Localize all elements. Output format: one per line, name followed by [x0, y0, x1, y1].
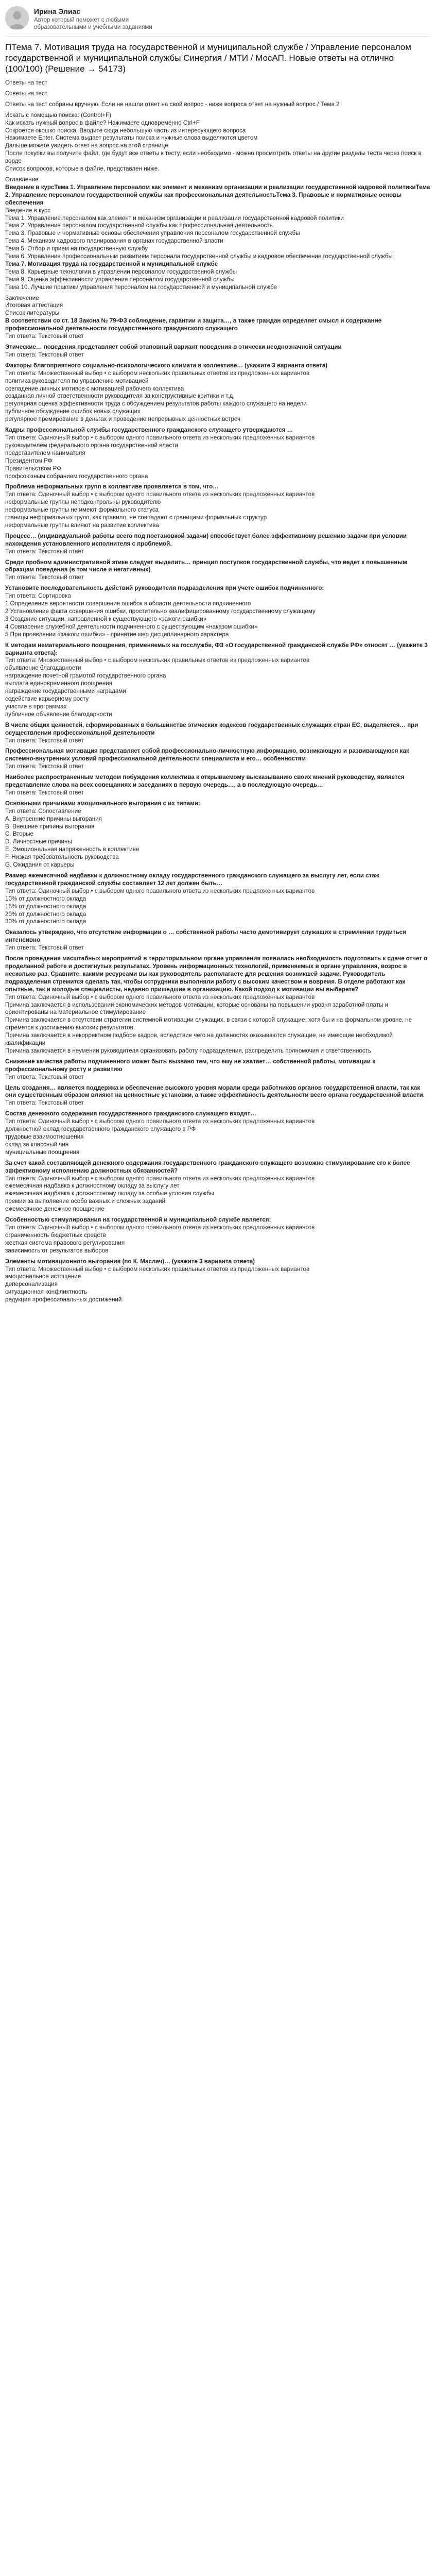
text-line: публичное обсуждение ошибок новых служащих [5, 408, 141, 415]
text-line: После покупки вы получите файл, где будут все ответы к тесту, если необходимо - можно просмотреть ответы на другие разделы теста через поиск в ворде [5, 150, 422, 165]
answer-type: Тип ответа: Текстовый ответ [5, 351, 84, 358]
text-line: Причина заключается в отсутствии стратегии системной мотивации служащих, в связи с которой служащие, хотя бы и на формальном уровне, не стремятся к достижению высоких результатов [5, 1016, 412, 1031]
text-line: Президентом РФ [5, 457, 53, 464]
question-text: Процесс… (индивидуальной работы всего под постановкой задачи) способствует более эффективному решению задачи при условии нахождения установленного исполнителя с проблемой. [5, 532, 407, 547]
question-text: Введение в курсТема 1. Управление персоналом как элемент и механизм организации и реализации государственной кадровой политикиТема 2. Управление персоналом государственной службы как профессиональная деятельностьТема 3. Правовые и нормативные основы обеспечения [5, 183, 430, 206]
author-name[interactable]: Ирина Элиас [34, 7, 81, 15]
answer-type: Тип ответа: Множественный выбор • с выбором нескольких правильных ответов из предложенных вариантов [5, 1265, 310, 1273]
text-line: мунициальные поощрения [5, 1148, 80, 1156]
text-line: Правительством РФ [5, 465, 62, 472]
avatar[interactable] [5, 6, 29, 30]
text-line: 15% от должностного оклада [5, 903, 86, 910]
question-text: Проблема неформальных групп в коллективе проявляется в том, что… [5, 483, 219, 490]
text-line: Тема 6. Управление профессиональным развитием персонала государственной службы и кадровое обеспечение государственной службы [5, 253, 393, 260]
text-line: совпадение личных мотивов с мотивацией рабочего коллектива [5, 385, 184, 392]
page-title: ПТема 7. Мотивация труда на государственной и муниципальной службе / Управление персоналом государственной и муниципальной службы Синергия / МТИ / МосАП. Новые ответы на отлично (100/100) (Решение → 54173) [5, 42, 411, 74]
text-line: А. Внутренние причины выгорания [5, 815, 102, 822]
answer-type: Тип ответа: Текстовый ответ [5, 944, 84, 952]
answer-type: Тип ответа: Текстовый ответ [5, 574, 84, 581]
text-line: Тема 10. Лучшие практики управления персоналом на государственной и муниципальной службе [5, 283, 277, 291]
question-text: После проведения масштабных мероприятий в территориальном органе управления появилась необходимость подготовить к сдаче отчет о проделанной работе и достигнутых результатах. Уровень информационных технологий, применяемых в органе управления, возрос в несколько раз. Сравните, какими ресурсами вы как руководитель располагаете для решения возникшей задачи. Руководитель подразделения стремится сделать так, чтобы сотрудники выполняли работу с высоким качеством и вовремя. В отделе работают как опытные, так и молодые специалисты, недавно пришедшие в организацию. Какой подход к мотивации вы выберете? [5, 955, 428, 993]
text-line: 20% от должностного оклада [5, 910, 86, 918]
question-text: В соответствии со ст. 18 Закона № 79-ФЗ соблюдение, гарантии и защита…, а также граждан определяет смысл и содержание профессиональной деятельности государственного гражданского служащего [5, 317, 382, 332]
text-line: Тема 4. Механизм кадрового планирования в органах государственной власти [5, 238, 223, 245]
text-line: Дальше можете увидеть ответ на вопрос на этой странице [5, 142, 168, 149]
question-text: Среди пробном административной этике следует выделить… принцип поступков государственной службы, что ведет к повышенным образцам поведения (в том числе и негативных) [5, 558, 407, 573]
text-line: профсоюзным собранием государственного органа [5, 472, 148, 480]
answer-type: Тип ответа: Текстовый ответ [5, 763, 84, 770]
text-line: 5 При проявлении «зажоги ошибки» - принятие мер дисциплинарного характера [5, 631, 229, 638]
answer-type: Тип ответа: Одиночный выбор • с выбором одного правильного ответа из нескольких предложенных вариантов [5, 993, 315, 1001]
text-line: деперсонализация [5, 1281, 58, 1288]
text-line: Причина заключается в неумении руководителя организовать работу подразделения, распределить полномочия и ответственность [5, 1047, 372, 1054]
text-line: 10% от должностного оклада [5, 895, 86, 902]
question-text: Состав денежного содержания государственного гражданского служащего входят… [5, 1110, 256, 1117]
text-line: ограниченность бюджетных средств [5, 1231, 106, 1239]
text-line: трудовые взаимоотношения [5, 1133, 84, 1140]
text-line: созданная личной ответственности руководителя за конструктивные критики и т.д. [5, 393, 235, 400]
answer-type: Тип ответа: Текстовый ответ [5, 333, 84, 340]
answer-type: Тип ответа: Сопоставление [5, 807, 81, 815]
text-line: представителем нанимателя [5, 449, 85, 456]
question-text: В числе общих ценностей, сформированных в большинстве этических кодексов государственных служащих стран ЕС, выделяется… при осуществлении профессиональной деятельности [5, 721, 418, 736]
author-description: Автор который поможет с любыми образовательными и учебными заданиями [34, 17, 152, 30]
text-line: Тема 5. Отбор и прием на государственную службу [5, 245, 148, 252]
question-text: Установите последовательность действий руководителя подразделения при учете ошибок подчиненного: [5, 585, 324, 592]
text-line: жесткая система правового регулирования [5, 1239, 125, 1246]
text-line: 3 Создание ситуации, направленной к существующего «зажоги ошибки» [5, 615, 207, 622]
text-line: неформальные группы не имеют формального статуса [5, 506, 159, 514]
answer-type: Тип ответа: Текстовый ответ [5, 1099, 84, 1107]
text-line: Ответы на тест собраны вручную. Если не нашли ответ на свой вопрос - ниже вопроса ответ на нужный вопрос / Тема 2 [5, 100, 340, 108]
text-line: награждение почетной грамотой государственного органа [5, 672, 166, 680]
question-text: Основными причинами эмоционального выгорания с их типами: [5, 800, 200, 807]
text-line: Заключение [5, 294, 39, 301]
question-text: Особенностью стимулирования на государственной и муниципальной службе является: [5, 1216, 271, 1224]
text-line: D. Личностные причины [5, 838, 72, 845]
text-line: объявление благодарности [5, 665, 81, 672]
question-text: Тема 7. Мотивация труда на государственной и муниципальной службе [5, 260, 218, 267]
answer-type: Тип ответа: Одиночный выбор • с выбором одного правильного ответа из нескольких предложенных вариантов [5, 434, 315, 441]
text-line: зависимость от результатов выборов [5, 1247, 109, 1254]
text-line: ежемесячное денежное поощрение [5, 1206, 104, 1213]
question-text: За счет какой составляющей денежного содержания государственного гражданского служащего возможно стимулирование его к более эффективному исполнению должностных обязанностей? [5, 1159, 410, 1174]
text-line: Оглавление [5, 176, 39, 183]
text-line: оклад за классный чин [5, 1141, 69, 1148]
text-line: G. Ожидания от карьеры [5, 861, 75, 869]
text-line: ситуационная конфликтность [5, 1289, 88, 1296]
text-line: Откроется окошко поиска, Вводите сюда небольшую часть из интересующего вопроса [5, 127, 246, 134]
text-line: 4 Совпасение служебной деятельности подчиненного с существующим «наказом ошибки» [5, 623, 258, 630]
text-line: политика руководителя по управлению мотивацией [5, 377, 149, 384]
text-line: должностной оклад государственного гражданского служащего в РФ [5, 1126, 196, 1133]
text-line: Список вопросов, которые в файле, представлен ниже. [5, 165, 160, 173]
answer-type: Тип ответа: Множественный выбор • с выбором нескольких правильных ответов из предложенных вариантов [5, 369, 310, 377]
text-line: E. Эмоциональная напряженность в коллективе [5, 846, 139, 853]
text-line: Итоговая аттестация [5, 302, 63, 309]
text-line: Тема 8. Карьерные технологии в управлении персоналом государственной службы [5, 268, 237, 275]
text-line: Ответы на тест [5, 90, 48, 97]
question-text: Цель создания… является поддержка и обеспечение высокого уровня морали среди работников органов государственной власти, так как они существенным образом влияют на ценностные установки, а также эффективность деятельности всего органа государственной власти. [5, 1084, 425, 1099]
text-line: содействие карьерному росту [5, 695, 89, 702]
text-line: неформальные группы неподконтрольны руководителю [5, 499, 161, 506]
text-line: 30% от должностного оклада [5, 918, 86, 925]
question-text: Наиболее распространенным методом побуждения коллектива к открываемому высказыванию своих мнений руководству, является представление слова на всех совещаниях и заседаниях в первую очередь…, а в последующую очередь… [5, 774, 405, 789]
answer-type: Тип ответа: Одиночный выбор • с выбором одного правильного ответа из нескольких предложенных вариантов [5, 1224, 315, 1231]
answer-type: Тип ответа: Множественный выбор • с выбором нескольких правильных ответов из предложенных вариантов [5, 657, 310, 664]
text-line: Список литературы [5, 310, 60, 317]
text-line: Причина заключается в некорректном подборе кадров, вследствие чего на должностях оказываются служащие, не имеющие необходимой квалификации [5, 1032, 393, 1047]
text-line: ежемесячная надбавка к должностному окладу за особые условия службы [5, 1190, 215, 1197]
answer-type: Тип ответа: Одиночный выбор • с выбором одного правильного ответа из нескольких предложенных вариантов [5, 1118, 315, 1125]
question-text: К методам нематериального поощрения, применяемых на госслужбе, ФЗ «О государственной гражданской службе РФ» относят … (укажите 3 варианта ответа): [5, 641, 428, 656]
text-line: выплата единовременного поощрения [5, 680, 112, 687]
text-line: Тема 9. Оценка эффективности управления персоналом государственной службы [5, 276, 235, 283]
author-header [5, 4, 431, 37]
question-text: Снижение качества работы подчиненного может быть вызвано тем, что ему не хватает… собственной работы, мотивации к профессиональному росту и развитию [5, 1058, 376, 1073]
text-line: границы неформальных групп, как правило, не совпадают с границами формальных структур [5, 514, 267, 521]
text-line: руководителем федерального органа государственной власти [5, 442, 178, 449]
text-line: Причина заключается в использовании экономических методов мотивации, которые основаны на повышении уровня заработной платы и ориентированы на материальное стимулирование [5, 1001, 389, 1016]
answer-type: Тип ответа: Текстовый ответ [5, 737, 84, 744]
answer-type: Тип ответа: Одиночный выбор • с выбором одного правильного ответа из нескольких предложенных вариантов [5, 491, 315, 498]
answer-type: Тип ответа: Текстовый ответ [5, 548, 84, 555]
text-line: Тема 1. Управление персоналом как элемент и механизм организации и реализации государственной кадровой политики [5, 214, 344, 222]
text-line: Введение в курс [5, 207, 51, 214]
text-line: 1 Определение вероятности совершения ошибок в области деятельности подчиненного [5, 600, 251, 607]
text-line: эмоциональное истощение [5, 1273, 81, 1280]
text-line: ежемесячная надбавка к должностному окладу за выслугу лет [5, 1182, 180, 1190]
question-text: Профессиональная мотивация представляет собой профессионально-личностную информацию, возникающую и развивающуюся как системно-внутренних условий профессиональной деятельности специалиста и его… особенностям [5, 748, 409, 762]
text-line: Тема 3. Правовые и нормативные основы обеспечения управления персоналом государственной службы [5, 230, 300, 237]
answer-type: Тип ответа: Текстовый ответ [5, 1073, 84, 1080]
text-line: награждение государственными наградами [5, 688, 126, 695]
text-line: Искать с помощью поиска: (Control+F) [5, 111, 112, 118]
user-icon [5, 6, 29, 30]
text-line: редукция профессиональных достижений [5, 1296, 122, 1303]
text-line: Тема 2. Управление персоналом государственной службы как профессиональная деятельность [5, 222, 273, 229]
answer-type: Тип ответа: Сортировка [5, 592, 71, 600]
answer-type: Тип ответа: Текстовый ответ [5, 789, 84, 796]
text-line: 2 Установление факта совершения ошибки, простительно квалифицированному государственному служащему [5, 608, 316, 615]
question-text: Оказалось утверждено, что отсутствие информации о … собственной работы часто демотивирует служащих в стремлении трудиться интенсивно [5, 929, 406, 944]
text-line: премии за выполнение особо важных и сложных заданий [5, 1198, 166, 1205]
question-text: Этические… поведения представляет собой этаповный вариант поведения в этически неоднозначной ситуации [5, 344, 342, 350]
text-line: регулярная оценка эффективности труда с обсуждением результатов работы каждого служащего на недели [5, 400, 307, 408]
text-line: B. Внешние причины выгорания [5, 823, 95, 830]
answer-type: Тип ответа: Одиночный выбор • с выбором одного правильного ответа из нескольких предложенных вариантов [5, 887, 315, 894]
text-line: регулярное премирование в деньгах и проведение непрерывных ценностных встреч [5, 416, 241, 423]
text-line: неформальные группы влияют на развитие коллектива [5, 521, 159, 529]
text-line: Нажимаете Enter. Система выдает результаты поиска и нужные слова выделяются цветом [5, 134, 258, 142]
text-line: публичное объявление благодарности [5, 710, 112, 718]
document-content [5, 79, 431, 1304]
text-line: C. Вторые [5, 831, 34, 838]
answer-type: Тип ответа: Одиночный выбор • с выбором одного правильного ответа из нескольких предложенных вариантов [5, 1175, 315, 1182]
author-info [34, 6, 168, 31]
text-line: Как искать нужный вопрос в файле? Нажимаете одновременно Ctrl+F [5, 119, 200, 126]
text-line: F. Низкая требовательность руководства [5, 854, 119, 861]
question-text: Факторы благоприятного социально-психологического климата в коллективе… (укажите 3 варианта ответа) [5, 362, 328, 369]
text-line: участие в программах [5, 703, 67, 710]
question-text: Кадры профессиональной службы государственного гражданского служащего утверждаются … [5, 427, 293, 434]
question-text: Элементы мотивационного выгорания (по К. Маслач)… (укажите 3 варианта ответа) [5, 1258, 255, 1265]
question-text: Размер ежемесячной надбавки к должностному окладу государственного гражданского служащего за выслугу лет, если стаж государственной гражданской службы составляет 12 лет должен быть… [5, 872, 379, 887]
text-line: Ответы на тест [5, 79, 48, 86]
